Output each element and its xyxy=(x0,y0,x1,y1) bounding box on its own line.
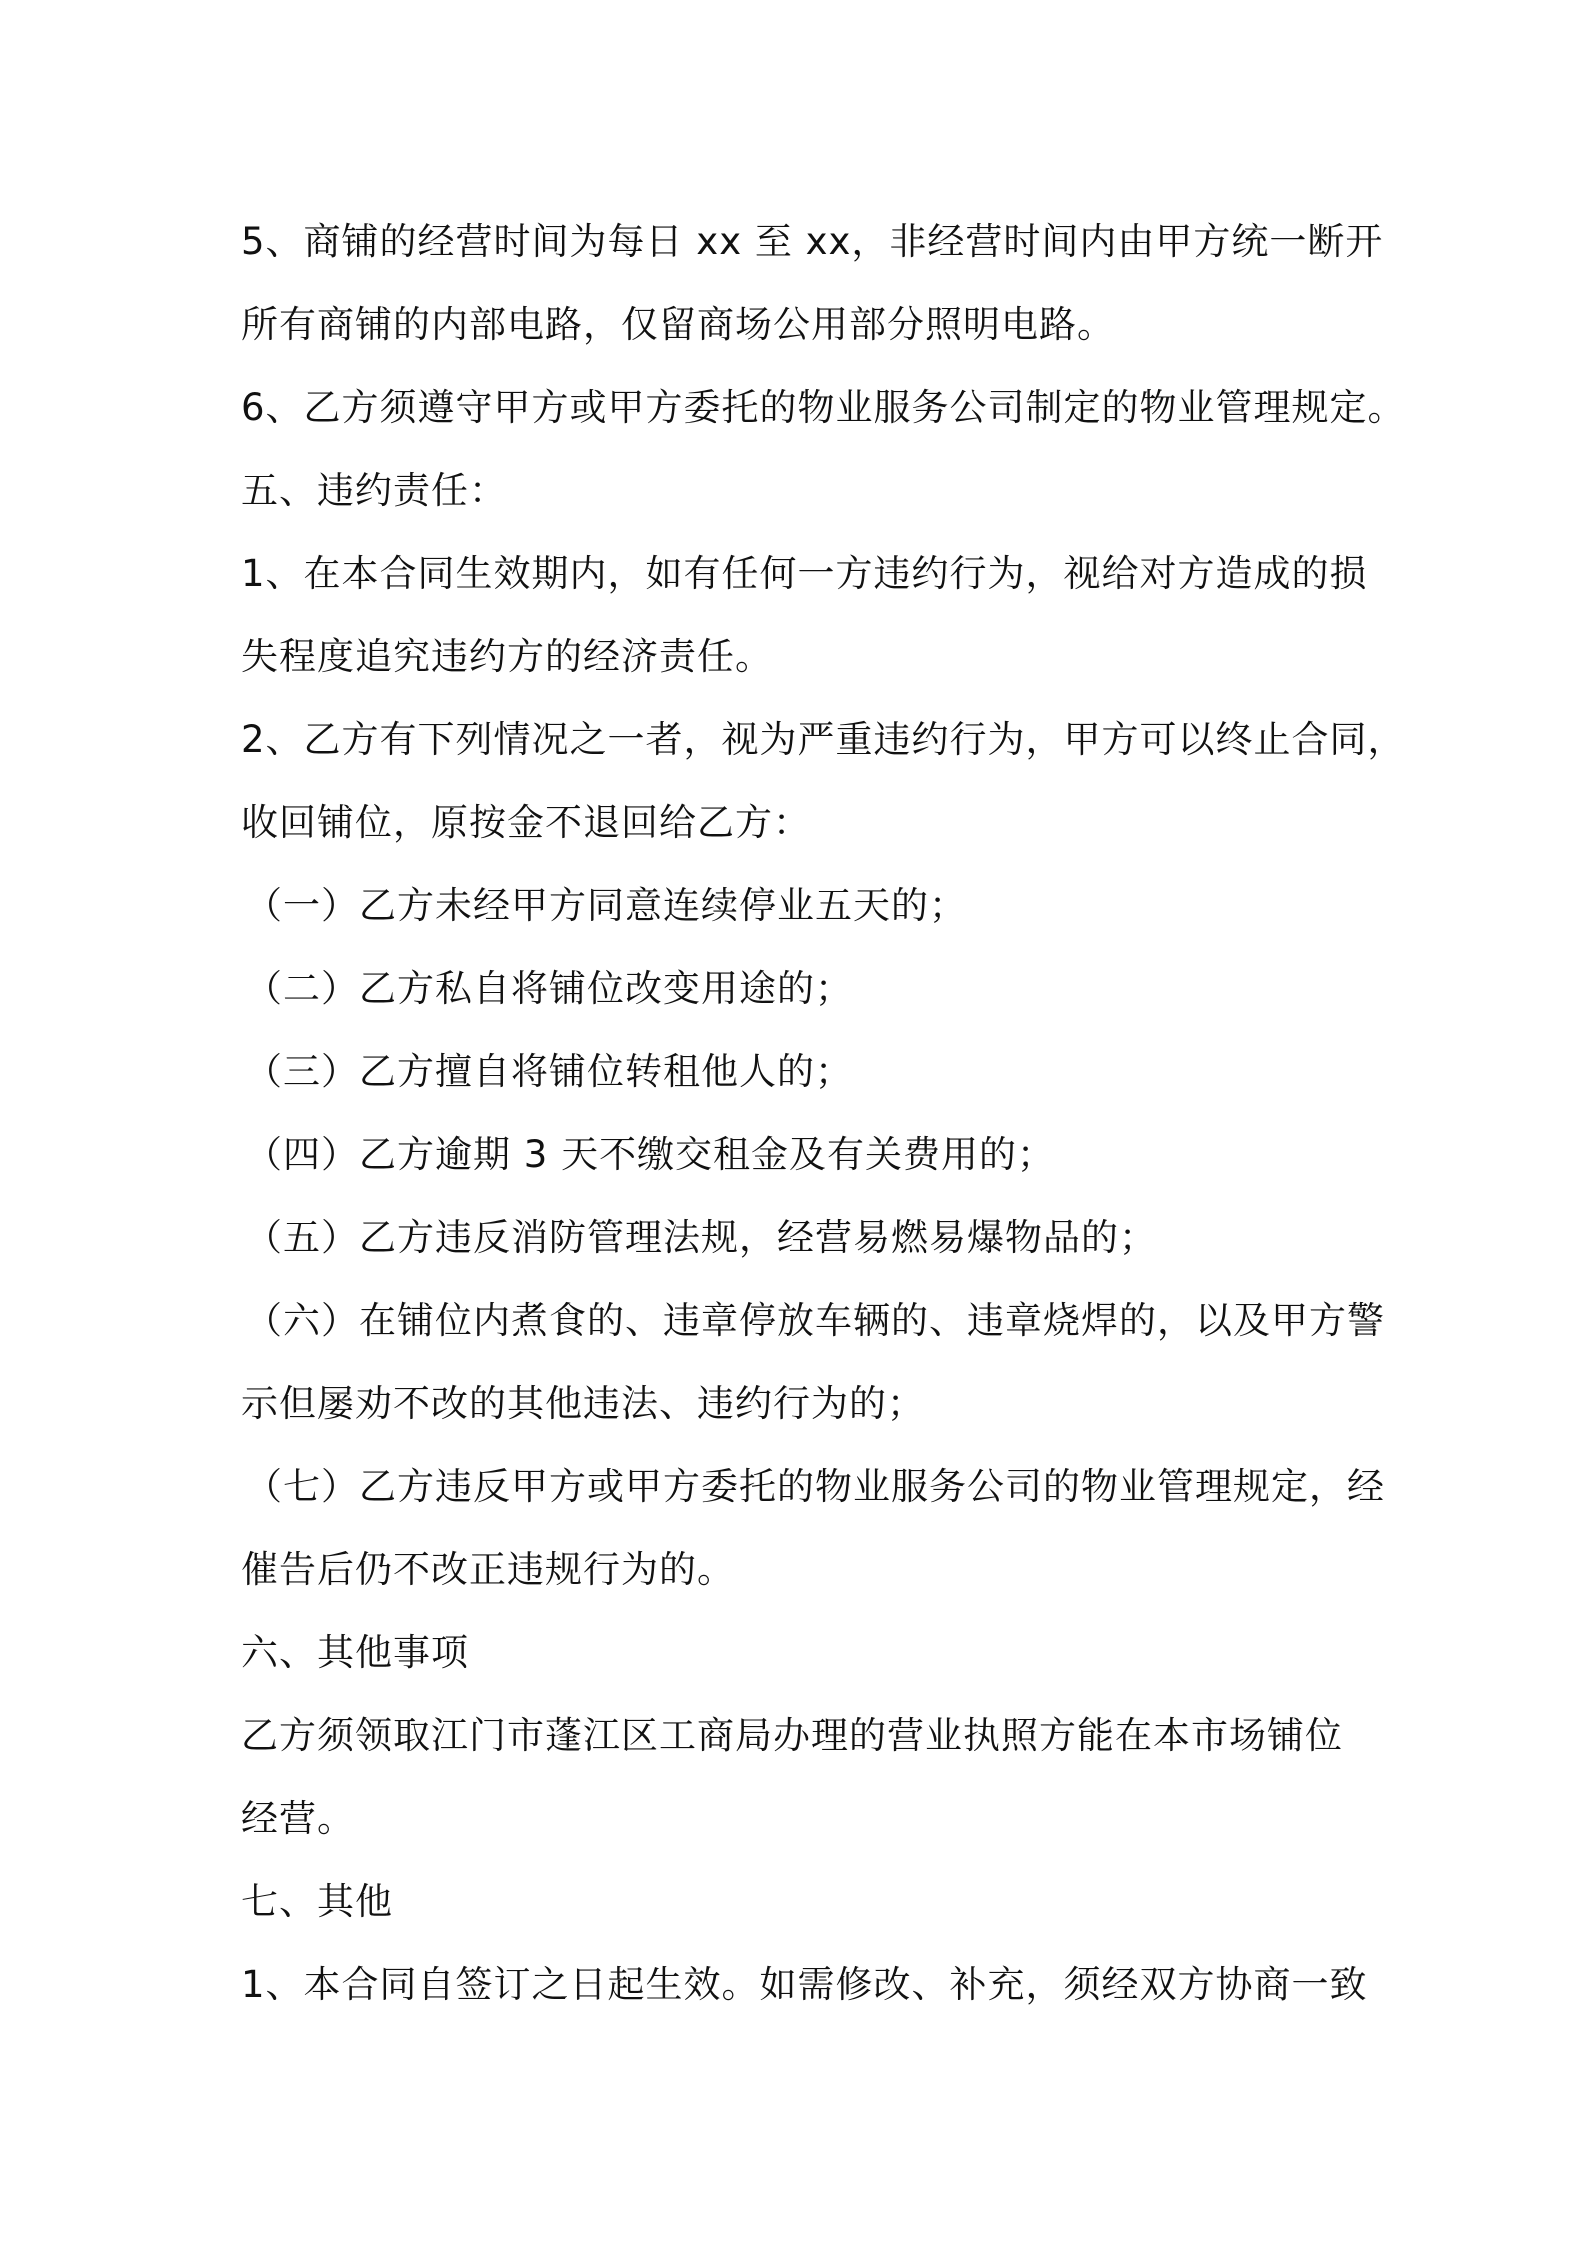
other-matters-line-1: 乙方须领取江门市蓬江区工商局办理的营业执照方能在本市场铺位 xyxy=(241,1714,1343,1757)
breach-item-6-line-1: （六）在铺位内煮食的、违章停放车辆的、违章烧焊的，以及甲方警 xyxy=(245,1299,1385,1342)
breach-item-3: （三）乙方擅自将铺位转租他人的； xyxy=(245,1050,853,1093)
section-heading-other: 七、其他 xyxy=(241,1880,393,1923)
section-heading-breach: 五、违约责任： xyxy=(241,469,507,512)
breach-item-5: （五）乙方违反消防管理法规，经营易燃易爆物品的； xyxy=(245,1216,1157,1259)
other-clause-1: 1、本合同自签订之日起生效。如需修改、补充，须经双方协商一致 xyxy=(241,1963,1368,2006)
document-body xyxy=(241,200,1406,2026)
breach-clause-2-line-1: 2、乙方有下列情况之一者，视为严重违约行为，甲方可以终止合同， xyxy=(241,718,1406,761)
breach-item-7-line-2: 催告后仍不改正违规行为的。 xyxy=(241,1548,735,1591)
breach-item-7-line-1: （七）乙方违反甲方或甲方委托的物业服务公司的物业管理规定，经 xyxy=(245,1465,1385,1508)
clause-5-line-2: 所有商铺的内部电路，仅留商场公用部分照明电路。 xyxy=(241,303,1115,346)
breach-item-6-line-2: 示但屡劝不改的其他违法、违约行为的； xyxy=(241,1382,925,1425)
breach-item-4: （四）乙方逾期 3 天不缴交租金及有关费用的； xyxy=(245,1133,1056,1176)
breach-item-2: （二）乙方私自将铺位改变用途的； xyxy=(245,967,853,1010)
breach-clause-2-line-2: 收回铺位，原按金不退回给乙方： xyxy=(241,801,811,844)
breach-clause-1-line-2: 失程度追究违约方的经济责任。 xyxy=(241,635,773,678)
other-matters-line-2: 经营。 xyxy=(241,1797,355,1840)
breach-clause-1-line-1: 1、在本合同生效期内，如有任何一方违约行为，视给对方造成的损 xyxy=(241,552,1368,595)
section-heading-other-matters: 六、其他事项 xyxy=(241,1631,469,1674)
breach-item-1: （一）乙方未经甲方同意连续停业五天的； xyxy=(245,884,967,927)
clause-5-line-1: 5、商铺的经营时间为每日 xx 至 xx，非经营时间内由甲方统一断开 xyxy=(241,220,1384,263)
clause-6: 6、乙方须遵守甲方或甲方委托的物业服务公司制定的物业管理规定。 xyxy=(241,386,1406,429)
